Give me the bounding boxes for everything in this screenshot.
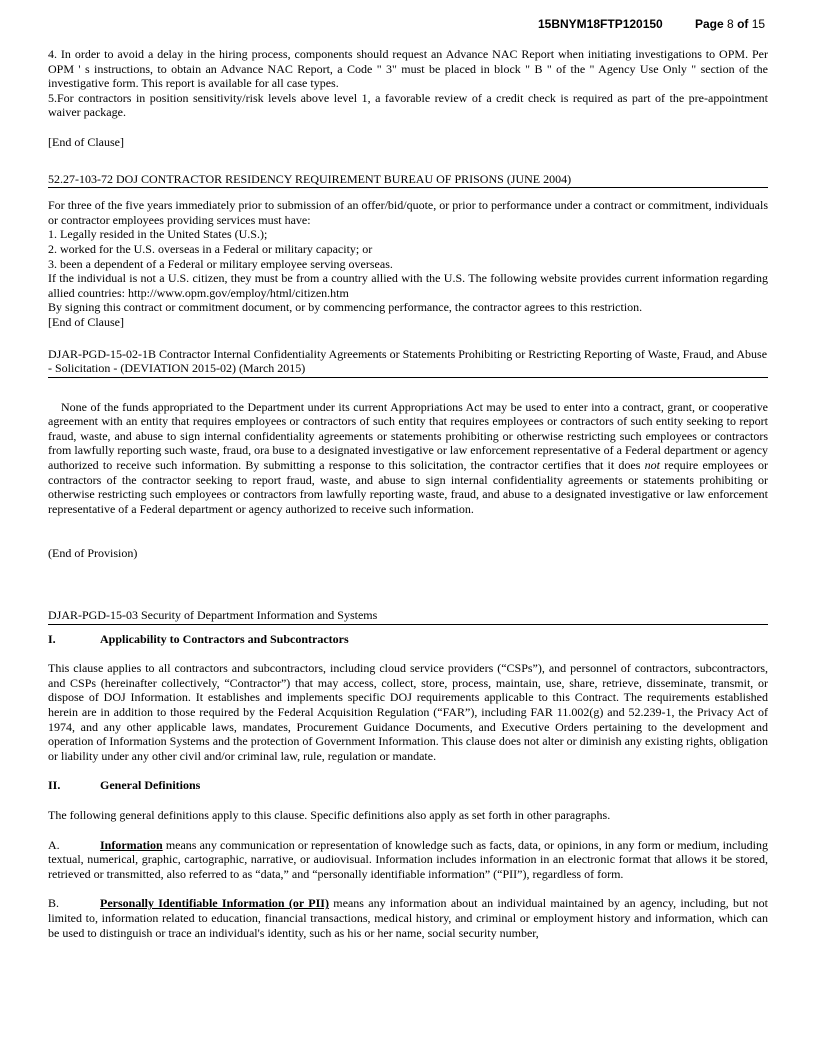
residency-citizen-note: If the individual is not a U.S. citizen, they must be from a country allied with the U.S. The following website provides current information regarding allied countries: http://www.opm.gov/employ/html/citizen.htm	[48, 271, 768, 300]
definitions-intro: The following general definitions apply to this clause. Specific definitions also apply as set forth in other paragraphs.	[48, 807, 611, 822]
term-information: Information	[100, 837, 163, 852]
security-clause-title: DJAR-PGD-15-03 Security of Department Information and Systems	[48, 608, 768, 625]
end-of-provision: (End of Provision)	[48, 546, 138, 561]
residency-intro: For three of the five years immediately prior to submission of an offer/bid/quote, or prior to performance under a contract or commitment, individuals or contractor employees providing services must have:	[48, 198, 768, 227]
residency-list-item-1: 1. Legally resided in the United States (U.S.);	[48, 227, 268, 242]
page-total: 15	[751, 17, 766, 31]
term-pii: Personally Identifiable Information (or PII)	[100, 896, 329, 911]
applicability-body: This clause applies to all contractors and subcontractors, including cloud service providers (“CSPs”), and personnel of contractors, subcontractors, and CSPs (hereinafter collectively, “Contractor”) that may access, collect, store, process, maintain, use, share, retrieve, disseminate, transmit, or dispose of DOJ Information. It establishes and implements specific DOJ requirements applicable to this Contract. The requirements established herein are in addition to those required by the Federal Acquisition Regulation (“FAR”), including FAR 11.002(g) and 52.239-1, the Privacy Act of 1974, and any other applicable laws, mandates, Procurement Guidance Documents, and Executive Orders pertaining to the development and operation of Information Systems and the protection of Government Information. This clause does not alter or diminish any existing rights, obligation or liability under any other civil and/or criminal law, rule, regulation or mandate.	[48, 661, 768, 763]
page-body	[48, 47, 768, 940]
intro-item-5: 5.For contractors in position sensitivity/risk levels above level 1, a favorable review of a credit check is required as part of the pre-appointment waiver package.	[48, 90, 768, 120]
residency-list-item-3: 3. been a dependent of a Federal or military employee serving overseas.	[48, 256, 393, 271]
residency-list-item-2: 2. worked for the U.S. overseas in a Federal or military capacity; or	[48, 241, 373, 256]
confidentiality-body: None of the funds appropriated to the Department under its current Appropriations Act may be used to enter into a contract, grant, or cooperative agreement with an entity that requires employees or contractors of such entity that requires employees or contractors of such entity seeking to report fraud, waste, and abuse to sign internal confidentiality agreements or statements prohibiting or otherwise restricting such employees or contractors from lawfully reporting such waste, fraud, ora buse to a designated investigative or law enforcement representative of a Federal department or agency authorized to receive such information. By submitting a response to this solicitation, the contractor certifies that it does not require employees or contractors of the contractor seeking to report fraud, waste, and abuse to sign internal confidentiality agreements or statements prohibiting or otherwise restricting such employees or contractors from lawfully reporting waste, fraud, and abuse to a designated investigative or law enforcement representative of a Federal department or agency authorized to receive such information.	[48, 399, 769, 516]
definition-information: A. Information means any communication or representation of knowledge such as facts, data, or opinions, in any form or medium, including textual, numerical, graphic, cartographic, narrative, or audiovisual. Information includes information in an electronic format that allows it be stored, retrieved or transmitted, also referred to as “data,” and “personally identifiable information” (“PII”), regardless of form.	[48, 837, 768, 881]
page-label: Page	[695, 17, 724, 31]
page-indicator	[695, 17, 765, 31]
section-heading-definitions: II. General Definitions	[48, 778, 201, 793]
intro-item-4: 4. In order to avoid a delay in the hiring process, components should request an Advance NAC Report when initiating investigations to OPM. Per OPM ' s instructions, to obtain an Advance NAC Report, a Code " 3" must be placed in block " B " of the " Agency Use Only " section of the investigative form. This report is available for all case types.	[48, 47, 768, 91]
residency-clause-title: 52.27-103-72 DOJ CONTRACTOR RESIDENCY REQUIREMENT BUREAU OF PRISONS (JUNE 2004)	[48, 172, 768, 189]
page-number: 8	[727, 17, 734, 31]
section-heading-applicability: I. Applicability to Contractors and Subcontractors	[48, 631, 349, 646]
residency-agreement: By signing this contract or commitment document, or by commencing performance, the contractor agrees to this restriction.	[48, 300, 643, 315]
end-of-clause: [End of Clause]	[48, 134, 124, 149]
definition-pii: B. Personally Identifiable Information (or PII) means any information about an individual maintained by an agency, including, but not limited to, information related to education, financial transactions, medical history, and criminal or employment history and information, which can be used to distinguish or trace an individual's identity, such as his or her name, social security number,	[48, 896, 768, 940]
document-number: 15BNYM18FTP120150	[538, 17, 663, 31]
page-of-label: of	[737, 17, 749, 31]
confidentiality-clause-title: DJAR-PGD-15-02-1B Contractor Internal Confidentiality Agreements or Statements Prohibiting or Restricting Reporting of Waste, Fraud, and Abuse - Solicitation - (DEVIATION 2015-02) (March 2015)	[48, 347, 768, 378]
end-of-clause: [End of Clause]	[48, 314, 124, 329]
